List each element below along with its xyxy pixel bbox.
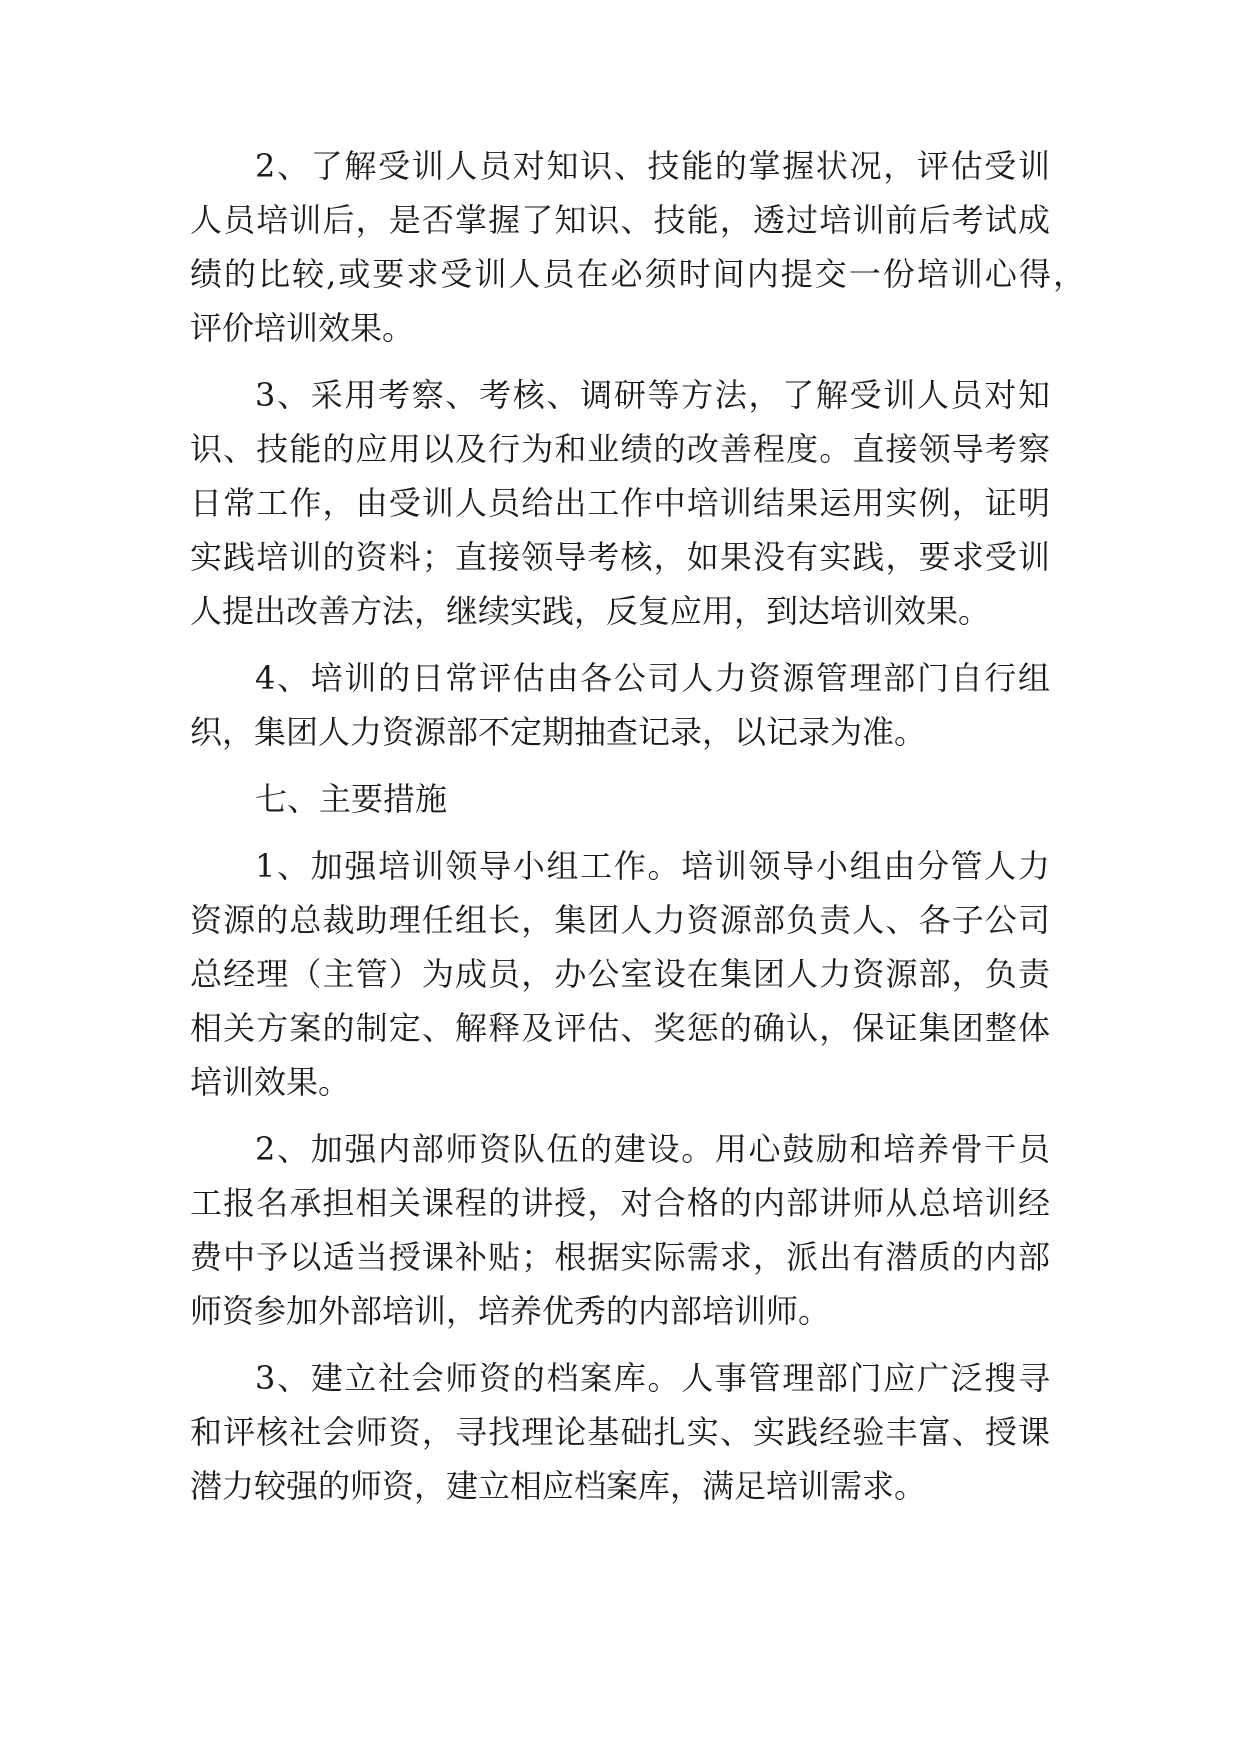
text-line: 总经理（主管）为成员，办公室设在集团人力资源部，负责 [190, 955, 1050, 993]
text-line: 2、加强内部师资队伍的建设。用心鼓励和培养骨干员 [255, 1130, 1050, 1168]
text-line: 资源的总裁助理任组长，集团人力资源部负责人、各子公司 [190, 901, 1050, 939]
text-line: 人提出改善方法，继续实践，反复应用，到达培训效果。 [190, 592, 991, 630]
text-line: 人员培训后，是否掌握了知识、技能，透过培训前后考试成 [190, 201, 1050, 239]
text-line: 潜力较强的师资，建立相应档案库，满足培训需求。 [190, 1467, 927, 1505]
text-line: 绩的比较,或要求受训人员在必须时间内提交一份培训心得， [190, 255, 1085, 293]
text-line: 相关方案的制定、解释及评估、奖惩的确认，保证集团整体 [190, 1009, 1050, 1047]
text-line: 评价培训效果。 [190, 309, 415, 347]
text-line: 织，集团人力资源部不定期抽查记录，以记录为准。 [190, 713, 927, 751]
text-line: 和评核社会师资，寻找理论基础扎实、实践经验丰富、授课 [190, 1413, 1050, 1451]
text-line: 日常工作，由受训人员给出工作中培训结果运用实例，证明 [190, 484, 1050, 522]
text-line: 工报名承担相关课程的讲授，对合格的内部讲师从总培训经 [190, 1184, 1050, 1222]
text-line: 培训效果。 [190, 1063, 351, 1101]
text-line: 3、建立社会师资的档案库。人事管理部门应广泛搜寻 [255, 1359, 1050, 1397]
text-line: 费中予以适当授课补贴；根据实际需求，派出有潜质的内部 [190, 1238, 1050, 1276]
text-line: 1、加强培训领导小组工作。培训领导小组由分管人力 [255, 847, 1050, 885]
text-line: 2、了解受训人员对知识、技能的掌握状况，评估受训 [255, 147, 1050, 185]
text-line: 3、采用考察、考核、调研等方法，了解受训人员对知 [255, 376, 1050, 414]
text-line: 实践培训的资料；直接领导考核，如果没有实践，要求受训 [190, 538, 1050, 576]
text-line: 识、技能的应用以及行为和业绩的改善程度。直接领导考察 [190, 430, 1050, 468]
text-line: 4、培训的日常评估由各公司人力资源管理部门自行组 [255, 659, 1050, 697]
section-heading-text: 七、主要措施 [255, 780, 448, 818]
text-line: 师资参加外部培训，培养优秀的内部培训师。 [190, 1292, 831, 1330]
